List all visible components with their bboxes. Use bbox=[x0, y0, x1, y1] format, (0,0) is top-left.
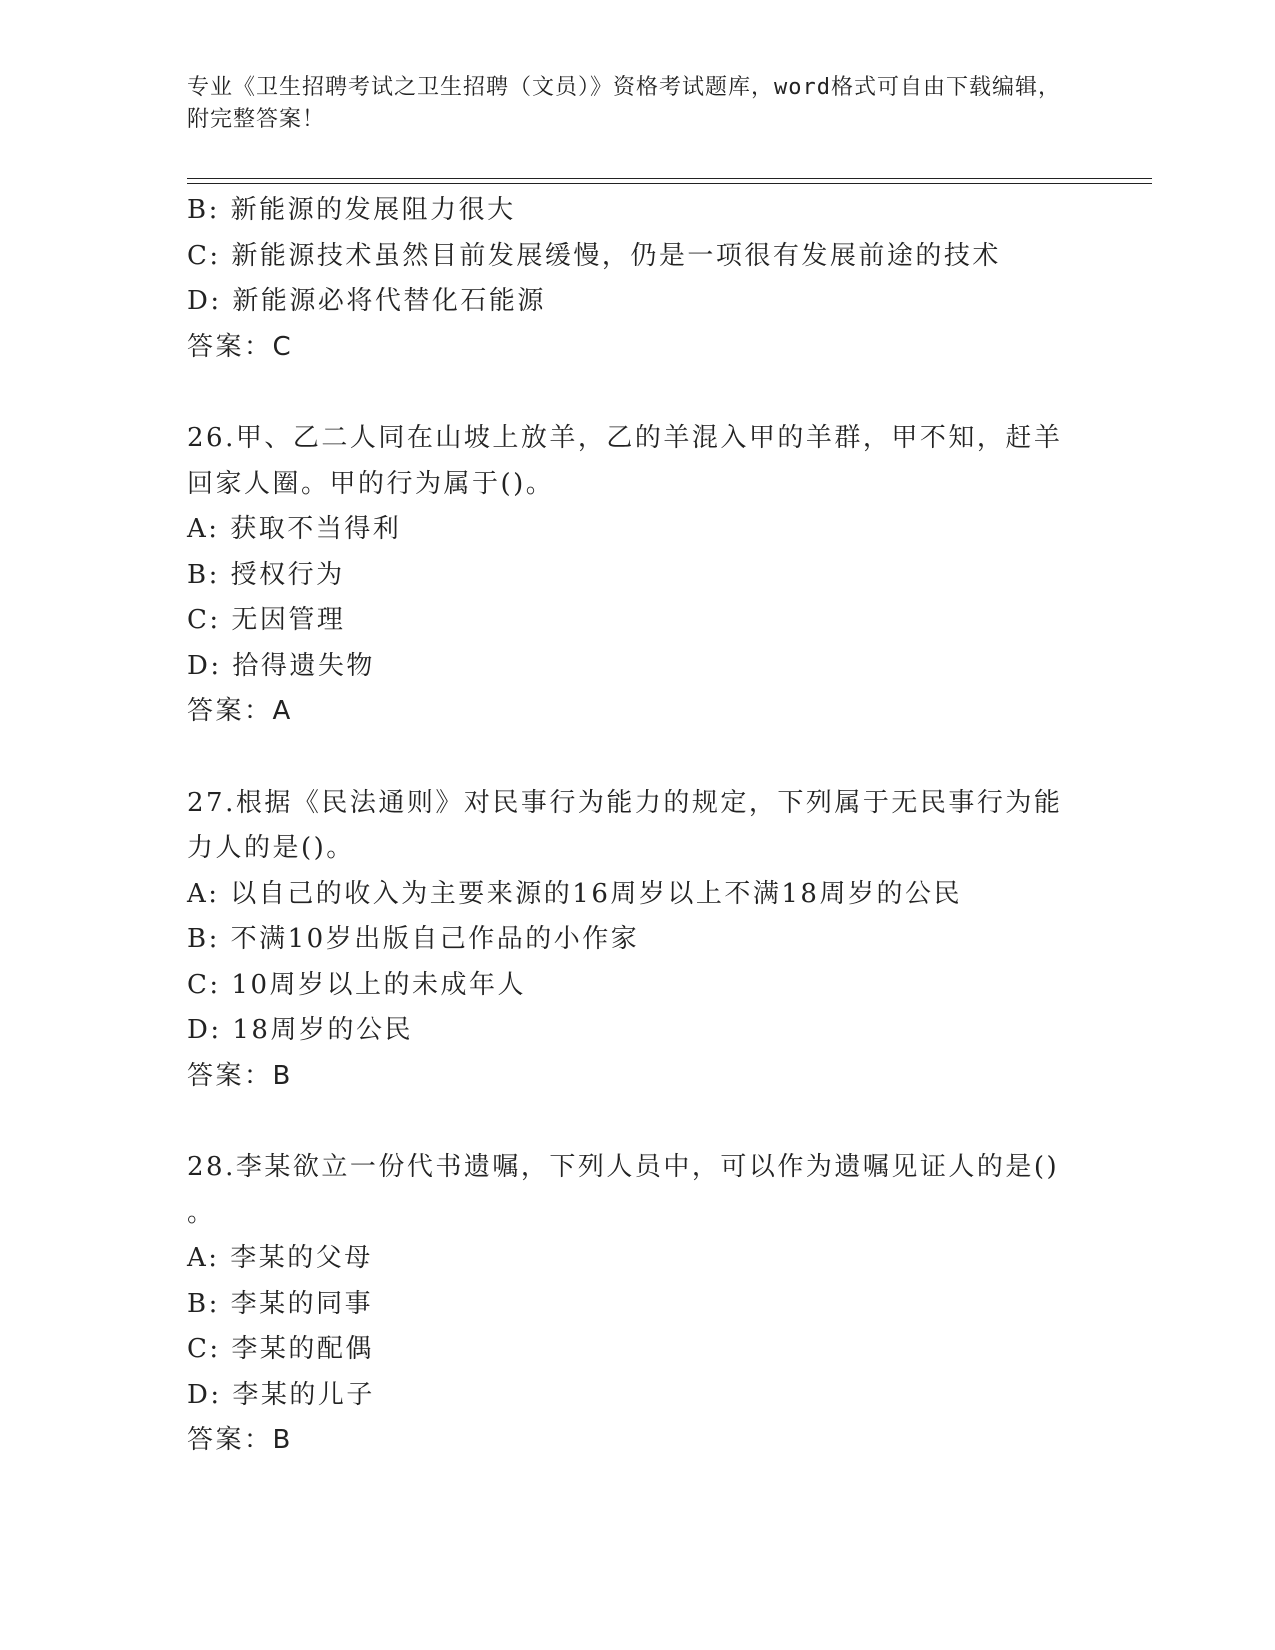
option-b: B: 新能源的发展阻力很大 bbox=[187, 195, 516, 225]
question-stem-line: 。 bbox=[187, 1197, 216, 1228]
option-d: D: 新能源必将代替化石能源 bbox=[187, 286, 546, 316]
answer-line: 答案：C bbox=[187, 331, 294, 362]
question-stem-line: 27.根据《民法通则》对民事行为能力的规定，下列属于无民事行为能 bbox=[187, 787, 1063, 818]
document-header: 专业《卫生招聘考试之卫生招聘（文员）》资格考试题库，word格式可自由下载编辑，附完整答案！ bbox=[187, 75, 1061, 132]
option-b: B: 李某的同事 bbox=[187, 1288, 374, 1319]
answer-line: 答案：B bbox=[187, 1060, 293, 1091]
option-a: A: 以自己的收入为主要来源的16周岁以上不满18周岁的公民 bbox=[187, 878, 962, 909]
option-d: D: 18周岁的公民 bbox=[187, 1015, 413, 1045]
question-26 bbox=[187, 416, 1067, 735]
header-divider-top bbox=[187, 178, 1152, 179]
answer-line: 答案：A bbox=[187, 696, 293, 726]
option-d: D: 李某的儿子 bbox=[187, 1379, 375, 1410]
question-stem-line: 力人的是()。 bbox=[187, 833, 355, 863]
option-b: B: 授权行为 bbox=[187, 559, 345, 590]
option-a: A: 李某的父母 bbox=[187, 1243, 373, 1273]
question-27 bbox=[187, 781, 1067, 1100]
question-28 bbox=[187, 1145, 1067, 1464]
question-stem-line: 26.甲、乙二人同在山坡上放羊，乙的羊混入甲的羊群，甲不知，赶羊 bbox=[187, 423, 1063, 453]
option-d: D: 拾得遗失物 bbox=[187, 650, 375, 681]
previous-question-tail bbox=[187, 188, 1067, 370]
option-c: C: 无因管理 bbox=[187, 605, 346, 635]
question-content bbox=[187, 188, 1067, 1464]
answer-line: 答案：B bbox=[187, 1425, 293, 1455]
option-c: C: 李某的配偶 bbox=[187, 1334, 374, 1364]
option-c: C: 10周岁以上的未成年人 bbox=[187, 969, 527, 1000]
question-stem-line: 28.李某欲立一份代书遗嘱，下列人员中，可以作为遗嘱见证人的是() bbox=[187, 1152, 1060, 1182]
option-c: C: 新能源技术虽然目前发展缓慢，仍是一项很有发展前途的技术 bbox=[187, 240, 1001, 271]
option-a: A: 获取不当得利 bbox=[187, 514, 402, 544]
header-divider-bottom bbox=[187, 183, 1152, 184]
question-stem-line: 回家人圈。甲的行为属于()。 bbox=[187, 468, 555, 499]
option-b: B: 不满10岁出版自己作品的小作家 bbox=[187, 924, 640, 954]
